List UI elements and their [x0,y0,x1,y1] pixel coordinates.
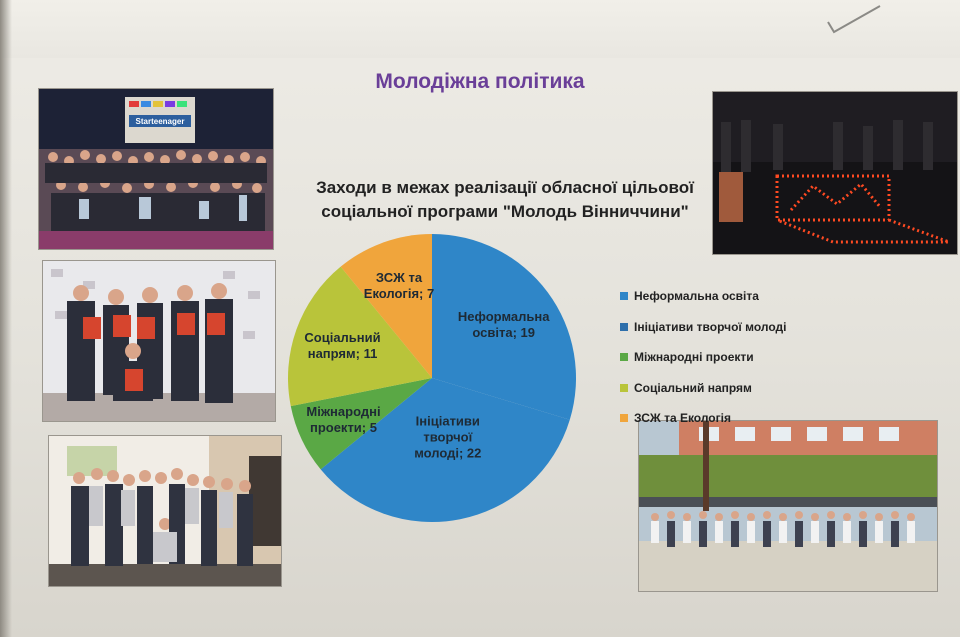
legend-item [620,281,820,312]
stage-banner-text: Starteenager [135,117,185,126]
chart-title [290,176,720,224]
slice-data-label: ЗСЖ та Екологія; 7 [363,269,435,301]
legend-item [620,312,820,343]
photo-stage-group [38,88,274,250]
legend-swatch [620,292,628,300]
chart-legend [620,281,820,434]
legend-swatch [620,353,628,361]
legend-label: Ініціативи творчої молоді [634,319,787,334]
legend-label: Міжнародні проекти [634,350,754,365]
chart-title-line-1: Заходи в межах реалізації обласної цільової [316,178,694,197]
legend-label: Неформальна освіта [634,289,759,304]
legend-label: ЗСЖ та Екологія [634,411,731,426]
legend-item [620,373,820,404]
photo-candle-event [712,91,958,255]
slice-data-label: Соціальний напрям; 11 [304,329,381,361]
photo-classroom-group [48,435,282,587]
slide-top-margin [0,0,960,58]
slice-data-label: Міжнародні проекти; 5 [306,403,381,435]
photo-group-with-folders [42,260,276,422]
pen-mark-icon [820,2,890,42]
legend-swatch [620,384,628,392]
chart-title-line-2: соціальної програми "Молодь Вінниччини" [321,202,689,221]
pie-chart [280,225,590,530]
slide-title: Молодіжна політика [375,70,585,93]
photo-outdoor-group [638,420,938,592]
slice-data-label: Ініціативи творчої молоді; 22 [414,413,482,461]
legend-swatch [620,414,628,422]
legend-item [620,342,820,373]
legend-item [620,403,820,434]
legend-swatch [620,323,628,331]
legend-label: Соціальний напрям [634,380,752,395]
slice-data-label: Неформальна освіта; 19 [457,308,550,340]
paper-edge-shadow [0,0,12,637]
